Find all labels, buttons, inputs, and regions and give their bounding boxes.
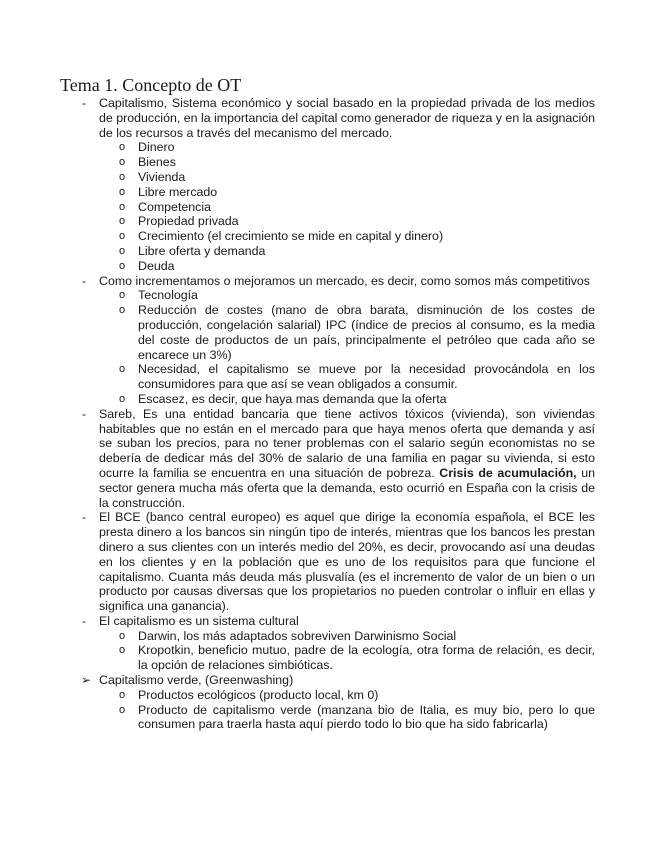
bullet-text: Capitalismo verde, (Greenwashing) (99, 673, 294, 688)
bullet-text: El capitalismo es un sistema cultural (99, 613, 299, 628)
list-item (0, 392, 595, 407)
list-item (0, 688, 595, 703)
circle-marker: o (119, 215, 126, 228)
list-item-text: Competencia (138, 199, 212, 214)
list-item-text: Reducción de costes (mano de obra barata, disminución de los costes de producción, congelación salarial) IPC (índice de precios al consumo, es la media del coste de productos de un país, principalmente el petróleo que cada año se encarece un 3%) (138, 303, 595, 362)
circle-marker: o (119, 259, 126, 272)
list-item (0, 259, 595, 274)
term-capitalismo: Capitalismo, (99, 96, 168, 110)
list-item-text: Producto de capitalismo verde (manzana bio de Italia, es muy bio, pero lo que consumen para traerla hasta aquí pierdo todo lo bio que ha sido fabricarla) (138, 702, 595, 732)
list-item (0, 185, 595, 200)
circle-marker: o (119, 304, 126, 317)
list-item-text: Tecnología (138, 288, 198, 303)
circle-marker: o (119, 244, 126, 257)
capitalismo-definition: Sistema económico y social basado en la propiedad privada de los medios de producción, en la importancia del capital como generador de riqueza y en la asignación de los recursos a través del mecanismo del mercado. (99, 96, 595, 140)
circle-marker: o (119, 230, 126, 243)
circle-marker: o (119, 185, 126, 198)
list-item-text: Propiedad privada (138, 214, 239, 229)
list-item-text: Kropotkin, beneficio mutuo, padre de la ecología, otra forma de relación, es decir, la opción de relaciones simbióticas. (138, 643, 595, 673)
circle-marker: o (119, 363, 126, 376)
circle-marker: o (119, 644, 126, 657)
bullet-text: Como incrementamos o mejoramos un mercado, es decir, como somos más competitivos (99, 273, 590, 288)
term-crisis-acumulacion: Crisis de acumulación, (439, 465, 577, 480)
list-item (0, 303, 595, 362)
list-item-text: Dinero (138, 140, 175, 155)
dash-marker: - (82, 96, 87, 110)
list-item-text: Escasez, es decir, que haya mas demanda que la oferta (138, 391, 447, 406)
list-item-text: Darwin, los más adaptados sobreviven Darwinismo Social (138, 628, 457, 643)
circle-marker: o (119, 688, 126, 701)
list-item (0, 214, 595, 229)
list-item (0, 629, 595, 644)
bullet-text: Sareb, Es una entidad bancaria que tiene activos tóxicos (vivienda), son viviendas habitables que no están en el mercado para que haya menos oferta que demanda y así se suban los precios, para no tener problemas con el salario según economistas no se debería de dedicar más del 30% de salario de una familia en pagar su vivienda, si esto ocurre la familia se encuentra en una situación de pobreza. (99, 406, 595, 480)
bullet-text-continued: un sector genera mucha más oferta que la demanda, esto ocurrió en España con la crisis de la construcción. (99, 465, 595, 510)
bullet-sistema-cultural (0, 614, 595, 629)
dash-marker: - (82, 510, 87, 525)
list-item-text: Productos ecológicos (producto local, km 0) (138, 687, 379, 702)
circle-marker: o (119, 392, 126, 405)
page-title: Tema 1. Concepto de OT (60, 75, 242, 95)
bullet-sareb (0, 407, 595, 511)
bullet-competitividad (0, 274, 595, 289)
list-item (0, 288, 595, 303)
bullet-capitalismo (0, 96, 595, 140)
circle-marker: o (119, 703, 126, 716)
list-item (0, 229, 595, 244)
list-item (0, 170, 595, 185)
list-item-text: Deuda (138, 258, 175, 273)
bullet-capitalismo-verde (0, 673, 595, 688)
circle-marker: o (119, 170, 126, 183)
document-body (0, 96, 655, 732)
circle-marker: o (119, 141, 126, 154)
list-item (0, 643, 595, 673)
circle-marker: o (119, 200, 126, 213)
dash-marker: - (82, 273, 87, 288)
dash-marker: - (82, 613, 87, 628)
list-item (0, 140, 595, 155)
circle-marker: o (119, 156, 126, 169)
circle-marker: o (119, 289, 126, 302)
arrow-bullet-icon: ➢ (81, 673, 92, 688)
list-item (0, 155, 595, 170)
dash-marker: - (82, 406, 87, 421)
list-item-text: Libre mercado (138, 184, 218, 199)
list-item (0, 200, 595, 215)
list-item-text: Bienes (138, 155, 176, 170)
list-item (0, 703, 595, 733)
list-item-text: Libre oferta y demanda (138, 243, 266, 258)
list-item-text: Necesidad, el capitalismo se mueve por la necesidad provocándola en los consumidores para que así se vean obligados a consumir. (138, 362, 595, 392)
circle-marker: o (119, 629, 126, 642)
bullet-text: El BCE (banco central europeo) es aquel que dirige la economía española, el BCE les presta dinero a los bancos sin ningún tipo de interés, mientras que los bancos les prestan dinero a sus clientes con un interés medio del 20%, es decir, provocando así una deudas en los clientes y en la población que es uno de los requisitos para que funcione el capitalismo. Cuanta más deuda más plusvalía (es el incremento de valor de un bien o un producto por causas diversas que los propietarios no pueden controlar o influir en ellas y significa una ganancia). (99, 510, 595, 614)
list-item-text: Vivienda (138, 169, 186, 184)
list-item (0, 362, 595, 392)
bullet-bce (0, 510, 595, 614)
list-item (0, 244, 595, 259)
list-item-text: Crecimiento (el crecimiento se mide en capital y dinero) (138, 229, 444, 244)
